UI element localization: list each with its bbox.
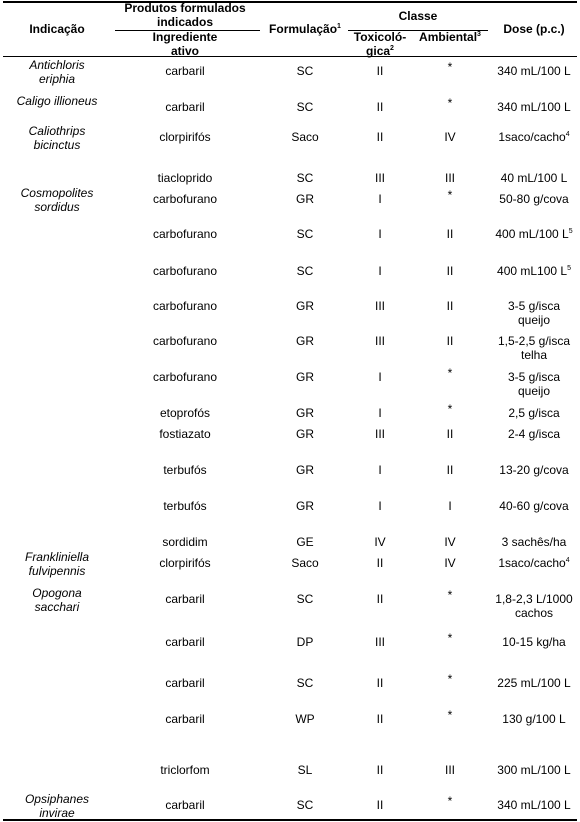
row-formulacao: SL [297, 763, 313, 777]
row-toxicologica: I [378, 227, 382, 241]
row-dose: 1saco/cacho$^4$ [498, 556, 570, 570]
row-ambiental: * [447, 794, 453, 808]
header-classe: Classe [398, 9, 438, 23]
row-formulacao: Saco [291, 130, 319, 144]
row-dose: 340 mL/100 L [497, 100, 571, 114]
row-ambiental: IV [444, 556, 456, 570]
row-toxicologica: III [374, 427, 385, 441]
row-ingrediente: etoprofós [159, 406, 211, 420]
row-dose: 3-5 g/isca queijo [507, 299, 561, 327]
row-toxicologica: II [376, 64, 384, 78]
row-dose: 340 mL/100 L [497, 798, 571, 812]
row-ambiental: * [447, 402, 453, 416]
row-ambiental: II [446, 264, 454, 278]
row-ambiental: * [447, 672, 453, 686]
row-ingrediente: carbofurano [152, 227, 218, 241]
row-ambiental: II [446, 463, 454, 477]
row-formulacao: GR [296, 427, 314, 441]
row-dose: 130 g/100 L [502, 712, 566, 726]
row-indicacao: Antichloris eriphia [29, 58, 85, 86]
row-toxicologica: I [378, 499, 382, 513]
row-dose: 400 mL100 $L^5$ [497, 264, 571, 278]
row-dose: 1saco/cacho$^4$ [498, 130, 570, 144]
header-dose: Dose (p.c.) [503, 22, 565, 36]
row-indicacao: Caligo illioneus [16, 94, 98, 108]
row-formulacao: DP [296, 635, 314, 649]
row-ambiental: III [444, 763, 455, 777]
row-formulacao: SC [296, 100, 314, 114]
row-ingrediente: carbofurano [152, 334, 218, 348]
row-dose: 10-15 kg/ha [502, 635, 566, 649]
row-indicacao: Frankliniella fulvipennis [24, 550, 90, 578]
row-toxicologica: II [376, 130, 384, 144]
row-ingrediente: carbaril [165, 64, 205, 78]
row-formulacao: Saco [291, 556, 319, 570]
row-ambiental: I [448, 499, 452, 513]
row-dose: 40 mL/100 L [500, 171, 568, 185]
row-formulacao: GR [296, 370, 314, 384]
row-toxicologica: III [374, 334, 385, 348]
row-dose: 1,8-2,3 L/1000 cachos [495, 592, 573, 620]
row-formulacao: GR [296, 192, 314, 206]
row-ingrediente: triclorfom [160, 763, 210, 777]
row-dose: 50-80 g/cova [499, 192, 569, 206]
row-toxicologica: II [376, 556, 384, 570]
row-ambiental: III [444, 171, 455, 185]
row-ingrediente: carbofurano [152, 299, 218, 313]
row-ambiental: * [447, 631, 453, 645]
row-ingrediente: carbaril [165, 676, 205, 690]
row-formulacao: SC [296, 64, 314, 78]
top-rule [3, 1, 577, 3]
row-formulacao: SC [296, 798, 314, 812]
row-ingrediente: clorpirifós [159, 130, 211, 144]
row-toxicologica: II [376, 100, 384, 114]
row-dose: 13-20 g/cova [499, 463, 569, 477]
row-ambiental: IV [444, 130, 456, 144]
row-ambiental: * [447, 708, 453, 722]
row-toxicologica: I [378, 370, 382, 384]
row-formulacao: SC [296, 227, 314, 241]
row-dose: 3-5 g/isca queijo [507, 370, 561, 398]
row-toxicologica: II [376, 763, 384, 777]
row-ambiental: * [447, 96, 453, 110]
row-toxicologica: I [378, 264, 382, 278]
row-ambiental: II [446, 227, 454, 241]
row-formulacao: GR [296, 499, 314, 513]
row-indicacao: Cosmopolites sordidus [20, 186, 94, 214]
row-formulacao: GR [296, 406, 314, 420]
row-toxicologica: II [376, 592, 384, 606]
row-formulacao: SC [296, 676, 314, 690]
header-bottom-rule [3, 56, 577, 57]
row-ingrediente: carbaril [165, 100, 205, 114]
row-ingrediente: carbofurano [152, 192, 218, 206]
header-produtos: Produtos formulados indicados [124, 1, 246, 29]
header-toxicologica: Toxicoló- gica$^2$ [353, 30, 407, 58]
row-formulacao: GE [296, 535, 314, 549]
row-dose: 400 mL/100 $L^5$ [495, 227, 573, 241]
row-toxicologica: III [374, 171, 385, 185]
row-ingrediente: carbaril [165, 798, 205, 812]
header-ambiental: Ambiental$^3$ [419, 30, 481, 44]
row-formulacao: WP [295, 712, 315, 726]
row-dose: 3 sachês/ha [501, 535, 567, 549]
row-ambiental: * [447, 588, 453, 602]
row-ingrediente: fostiazato [159, 427, 211, 441]
row-ingrediente: carbaril [165, 712, 205, 726]
row-toxicologica: II [376, 712, 384, 726]
header-ingrediente: Ingrediente ativo [152, 30, 218, 58]
row-formulacao: GR [296, 463, 314, 477]
header-formulacao: Formulação$^1$ [269, 22, 341, 36]
row-toxicologica: I [378, 192, 382, 206]
row-toxicologica: III [374, 299, 385, 313]
row-ambiental: * [447, 188, 453, 202]
row-toxicologica: IV [374, 535, 386, 549]
row-ingrediente: tiacloprido [157, 171, 213, 185]
row-ingrediente: carbaril [165, 635, 205, 649]
row-indicacao: Opogona sacchari [32, 586, 82, 614]
row-dose: 2,5 g/isca [508, 406, 560, 420]
row-ingrediente: sordidim [162, 535, 208, 549]
row-dose: 2-4 g/isca [507, 427, 561, 441]
row-ingrediente: terbufós [163, 499, 207, 513]
row-toxicologica: II [376, 676, 384, 690]
row-toxicologica: III [374, 635, 385, 649]
row-formulacao: SC [296, 171, 314, 185]
row-ambiental: * [447, 60, 453, 74]
row-ambiental: IV [444, 535, 456, 549]
row-toxicologica: I [378, 406, 382, 420]
row-indicacao: Caliothrips bicinctus [28, 124, 86, 152]
row-formulacao: SC [296, 264, 314, 278]
row-indicacao: Opsiphanes invirae [24, 792, 90, 820]
row-ambiental: * [447, 366, 453, 380]
header-indicacao: Indicação [29, 22, 85, 36]
row-ambiental: II [446, 427, 454, 441]
row-dose: 300 mL/100 L [497, 763, 571, 777]
row-ingrediente: carbofurano [152, 370, 218, 384]
row-dose: 225 mL/100 L [497, 676, 571, 690]
row-ingrediente: carbofurano [152, 264, 218, 278]
row-formulacao: SC [296, 592, 314, 606]
row-formulacao: GR [296, 299, 314, 313]
row-ambiental: II [446, 334, 454, 348]
row-formulacao: GR [296, 334, 314, 348]
row-ingrediente: carbaril [165, 592, 205, 606]
row-ingrediente: terbufós [163, 463, 207, 477]
row-dose: 340 mL/100 L [497, 64, 571, 78]
row-ingrediente: clorpirifós [159, 556, 211, 570]
row-toxicologica: I [378, 463, 382, 477]
row-ambiental: II [446, 299, 454, 313]
row-dose: 40-60 g/cova [499, 499, 569, 513]
row-toxicologica: II [376, 798, 384, 812]
row-dose: 1,5-2,5 g/isca telha [497, 334, 571, 362]
